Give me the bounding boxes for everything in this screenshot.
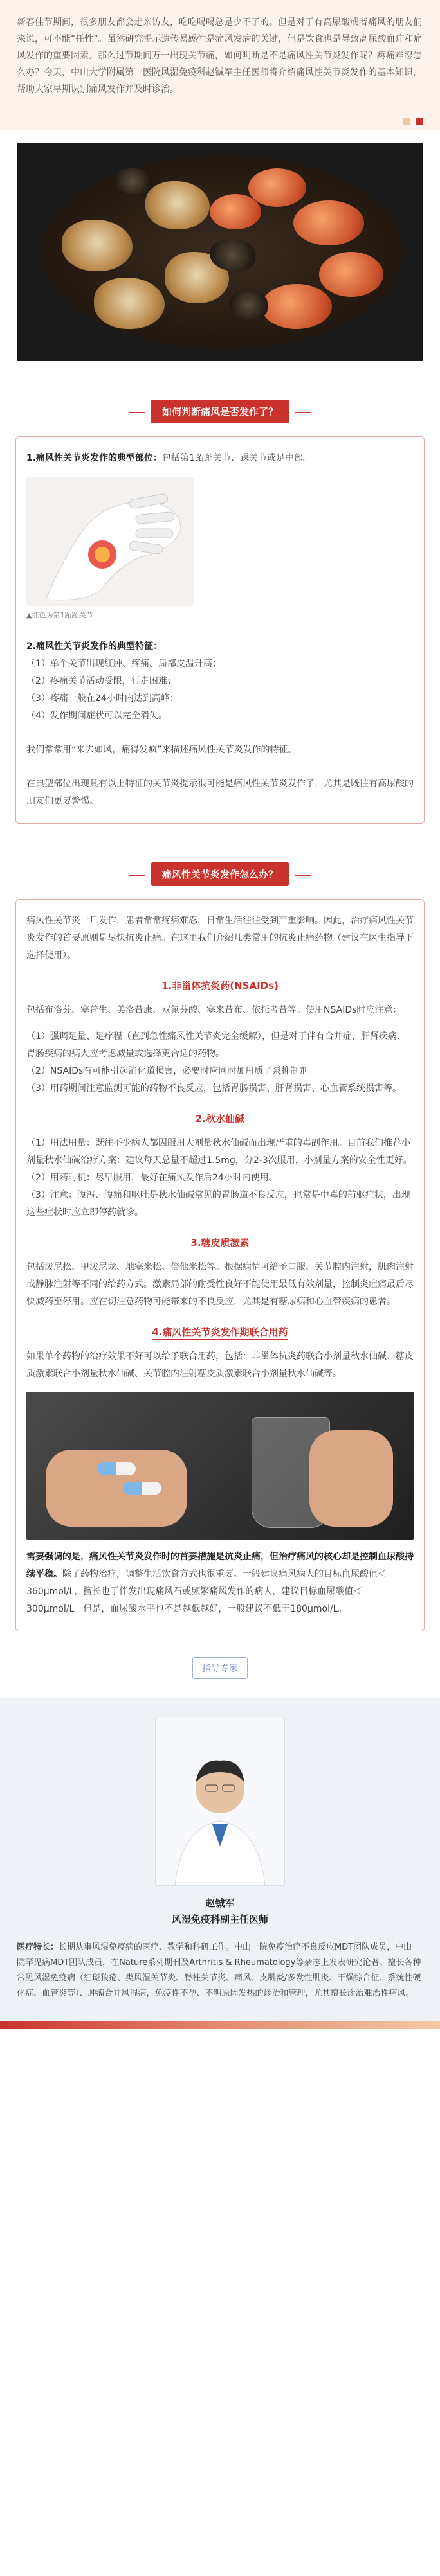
expert-link[interactable]: 指导专家	[0, 1657, 440, 1679]
doctor-profile	[0, 1698, 440, 2021]
section2-intro: 痛风性关节炎一旦发作，患者常常疼痛难忍，日常生活往往受到严重影响。因此，治疗痛风性关节炎发作的首要原则是尽快抗炎止痛。在这里我们介绍几类常用的抗炎止痛药物（建议在医生指导下选择使用）。	[26, 916, 414, 961]
list-item: （2）NSAIDs有可能引起消化道损害，必要时应同时加用质子泵抑制剂。	[26, 1066, 318, 1076]
seafood-hero-image	[17, 143, 423, 361]
typical-feature-heading: 2.痛风性关节炎发作的典型特征：	[26, 641, 163, 652]
decorative-dots	[0, 108, 440, 130]
section1-box	[15, 436, 425, 824]
combo-title: 4.痛风性关节炎发作期联合用药	[26, 1324, 414, 1342]
shrimp-image	[210, 194, 261, 229]
list-item: （3）注意：腹泻、腹痛和呕吐是秋水仙碱常见的胃肠道不良反应，也常是中毒的前驱症状，出现这些症状时应立即停药就诊。	[26, 1190, 410, 1218]
steroid-text: 包括泼尼松、甲泼尼龙、地塞米松、倍他米松等。根据病情可给予口服、关节腔内注射，肌肉注射或静脉注射等不同的给药方式。激素局部的耐受性良好不能使用最低有效剂量，控制炎症痛最后尽快减药至停用。应在切注意药物可能带来的不良反应，尤其是有糖尿病和心血管疾病的患者。	[26, 1262, 414, 1307]
capsule-icon	[97, 1462, 136, 1475]
hand-image	[309, 1430, 393, 1527]
oyster-image	[94, 278, 165, 329]
doctor-avatar-icon	[156, 1718, 284, 1885]
list-item: （1）用法用量：既往不少病人都因服用大剂量秋水仙碱而出现严重的毒副作用。目前我们推荐小剂量秋水仙碱治疗方案：建议每天总量不超过1.5mg，分2-3次服用，小剂量方案的安全性更好。	[26, 1138, 412, 1166]
shrimp-image	[248, 168, 306, 207]
nsaid-title: 1.非甾体抗炎药(NSAIDs)	[26, 977, 414, 995]
list-item: （2）用药时机：尽早服用，最好在痛风发作后24小时内使用。	[26, 1173, 278, 1183]
list-item: （3）疼痛一般在24小时内达到高峰；	[26, 693, 179, 704]
emphasis-paragraph: 需要强调的是，痛风性关节炎发作时的首要措施是抗炎止痛，但治疗痛风的核心却是控制血尿酸持续平稳。除了药物治疗，调整生活饮食方式也很重要。一般建议痛风病人的目标血尿酸值＜360μmol/L，擅长也于伴发出现痛风石或频繁痛风发作的病人，建议目标血尿酸值＜300μmol/L。但是，血尿酸水平也不是越低越好，一般建议不低于180μmol/L。	[26, 1552, 414, 1614]
capsule-icon	[123, 1482, 161, 1495]
oyster-image	[145, 181, 210, 229]
foot-illustration	[26, 477, 194, 606]
list-item: （2）疼痛关节活动受限，行走困难；	[26, 676, 176, 686]
section2-title: 痛风性关节炎发作怎么办？	[0, 862, 440, 886]
feature-list	[26, 655, 414, 725]
oyster-image	[62, 220, 133, 271]
list-item: （4）发作期间症状可以完全消失。	[26, 711, 167, 721]
bottom-strip	[0, 2021, 440, 2029]
warning-paragraph: 在典型部位出现具有以上特征的关节炎提示很可能是痛风性关节炎发作了，尤其是既往有高尿酸的朋友们更要警惕。	[26, 779, 414, 806]
nsaid-text: 包括布洛芬、塞普生、美洛昔康、双氯芬酸、塞来昔布、依托考昔等。使用NSAIDs时应注意：	[26, 1005, 402, 1015]
list-item: （1）强调足量、足疗程（直到急性痛风性关节炎完全缓解），但是对于伴有合并症，肝肾疾病、胃肠疾病的病人应考虑减量或选择更合适的药物。	[26, 1031, 406, 1059]
medicine-photo	[26, 1392, 414, 1540]
list-item: （3）用药期间注意监测可能的药物不良反应，包括胃肠损害、肝肾损害、心血管系统损害等。	[26, 1083, 401, 1094]
intro-text: 新春佳节期间，很多朋友都会走亲访友，吃吃喝喝总是少不了的。但是对于有高尿酸或者痛风的朋友们来说，可不能“任性”。虽然研究提示遗传易感性是痛风发病的关键，但是饮食也是导致高尿酸血症和痛风发作的重要因素。那么过节期间万一出现关节痛，如何判断是不是痛风性关节炎发作呢？疼痛难忍怎么办？今天，中山大学附属第一医院风湿免疫科赵铖军主任医师将介绍痛风性关节炎发作的基本知识，帮助大家早期识别痛风发作并及时诊治。	[17, 17, 423, 94]
steroid-title: 3.糖皮质激素	[26, 1234, 414, 1252]
doctor-bio: 医疗特长：长期从事风湿免疫病的医疗、教学和科研工作。中山一院免疫治疗不良反应MDT团队成员，中山一院罕见病MDT团队成员，在Nature系列期刊及Arthritis & Rheumatology等杂志上发表研究论著。擅长各种常见风湿免疫病（红斑狼疮、类风湿关节炎、脊柱关节炎、痛风、皮肌炎/多发性肌炎、干燥综合征、系统性硬化症、血管炎等）、肿瘤合并风湿病，免疫性不孕、不明原因发热的诊治和管理，尤其擅长诊治难治性痛风。	[17, 1942, 421, 1998]
colchicine-title: 2.秋水仙碱	[26, 1110, 414, 1128]
foot-bones-icon	[26, 477, 194, 606]
combo-text: 如果单个药物的治疗效果不好可以给予联合用药，包括：非甾体抗炎药联合小剂量秋水仙碱、糖皮质激素联合小剂量秋水仙碱、关节腔内注射糖皮质激素联合小剂量秋水仙碱等。	[26, 1351, 414, 1379]
shrimp-image	[261, 284, 332, 329]
intro-paragraph	[0, 0, 440, 108]
section2-box	[15, 899, 425, 1631]
foot-caption: ▲红色为第1跖趾关节	[26, 611, 93, 619]
saying-paragraph: 我们常常用“来去如风，痛得发疯”来描述痛风性关节炎发作的特征。	[26, 745, 297, 755]
doctor-name: 赵铖军	[205, 1897, 235, 1909]
list-item: （1）单个关节出现红肿、疼痛、局部皮温升高；	[26, 659, 221, 669]
section1-title: 如何判断痛风是否发作了？	[0, 400, 440, 423]
colchicine-notes	[26, 1135, 414, 1221]
square-dot-icon	[416, 118, 423, 125]
nsaid-notes	[26, 1028, 414, 1097]
doctor-title: 风湿免疫科副主任医师	[171, 1914, 268, 1925]
square-dot-icon	[403, 118, 410, 125]
typical-site-paragraph: 1.痛风性关节炎发作的典型部位：包括第1跖趾关节、踝关节或足中部。	[26, 453, 312, 463]
shrimp-image	[293, 200, 364, 245]
shrimp-image	[319, 252, 383, 297]
hand-image	[46, 1450, 187, 1527]
doctor-photo	[155, 1718, 285, 1886]
